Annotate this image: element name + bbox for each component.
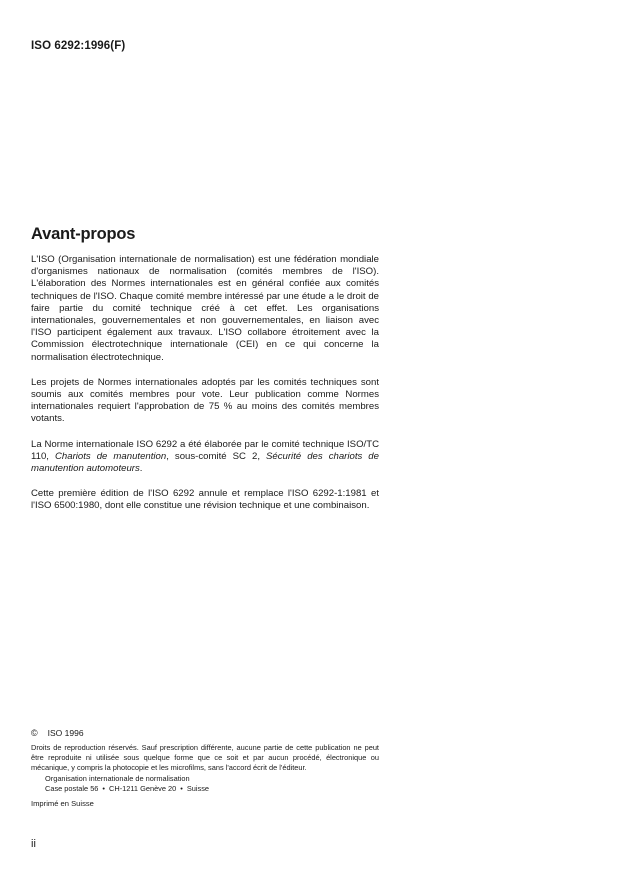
paragraph-committee	[31, 439, 379, 476]
city-postal: CH-1211 Genève 20	[109, 783, 177, 793]
copyright-block	[31, 728, 379, 809]
copyright-line	[31, 728, 379, 738]
standard-code: ISO 6292:1996(F)	[31, 40, 126, 52]
section-title: Avant-propos	[31, 225, 136, 243]
paragraph-draft-standards: Les projets de Normes internationales adoptés par les comités techniques sont soumis aux comités membres pour vote. Leur publication comme Normes internationales requiert l'approbation de 75 % au moins des comités membres votants.	[31, 376, 379, 425]
paragraph-iso-intro: L'ISO (Organisation internationale de normalisation) est une fédération mondiale d'organismes nationaux de normalisation (comités membres de l'ISO). L'élaboration des Normes internationales est en général confiée aux comités techniques de l'ISO. Chaque comité membre intéressé par une étude a le droit de faire partie du comité technique créé à cet effet. Les organisations internationales, gouvernementales et non gouvernementales, en liaison avec l'ISO participent également aux travaux. L'ISO collabore étroitement avec la Commission électrotechnique internationale (CEI) en ce qui concerne la normalisation électrotechnique.	[31, 254, 379, 363]
committee-text-1: La Norme internationale ISO 6292 a été élaborée par le comité technique ISO/TC 110,	[31, 438, 379, 462]
subcommittee-name: Sécurité des chariots de manutention automoteurs	[31, 450, 379, 475]
committee-text-2: , sous-comité SC 2,	[166, 450, 266, 462]
copyright-year: ISO 1996	[47, 728, 84, 738]
publisher-address	[45, 774, 379, 793]
foreword-body	[31, 254, 379, 513]
paragraph-edition: Cette première édition de l'ISO 6292 annule et remplace l'ISO 6292-1:1981 et l'ISO 6500:1980, dont elle constitue une révision technique et une combinaison.	[31, 488, 379, 512]
po-box: Case postale 56	[45, 783, 99, 793]
printed-in: Imprimé en Suisse	[31, 799, 94, 808]
country: Suisse	[186, 783, 210, 793]
bullet-icon: •	[102, 783, 106, 793]
page-number: ii	[31, 838, 36, 850]
bullet-icon: •	[180, 783, 183, 793]
committee-name: Chariots de manutention	[54, 450, 167, 462]
copyright-icon: ©	[31, 728, 38, 738]
address-line	[45, 784, 379, 794]
rights-statement: Droits de reproduction réservés. Sauf prescription différente, aucune partie de cette publication ne peut être reproduite ni utilisée sous quelque forme que ce soit et par aucun procédé, électronique ou mécanique, y compris la photocopie et les microfilms, sans l'accord écrit de l'éditeur.	[31, 743, 379, 772]
committee-text-3: .	[139, 463, 143, 475]
organization-name: Organisation internationale de normalisation	[45, 774, 190, 783]
